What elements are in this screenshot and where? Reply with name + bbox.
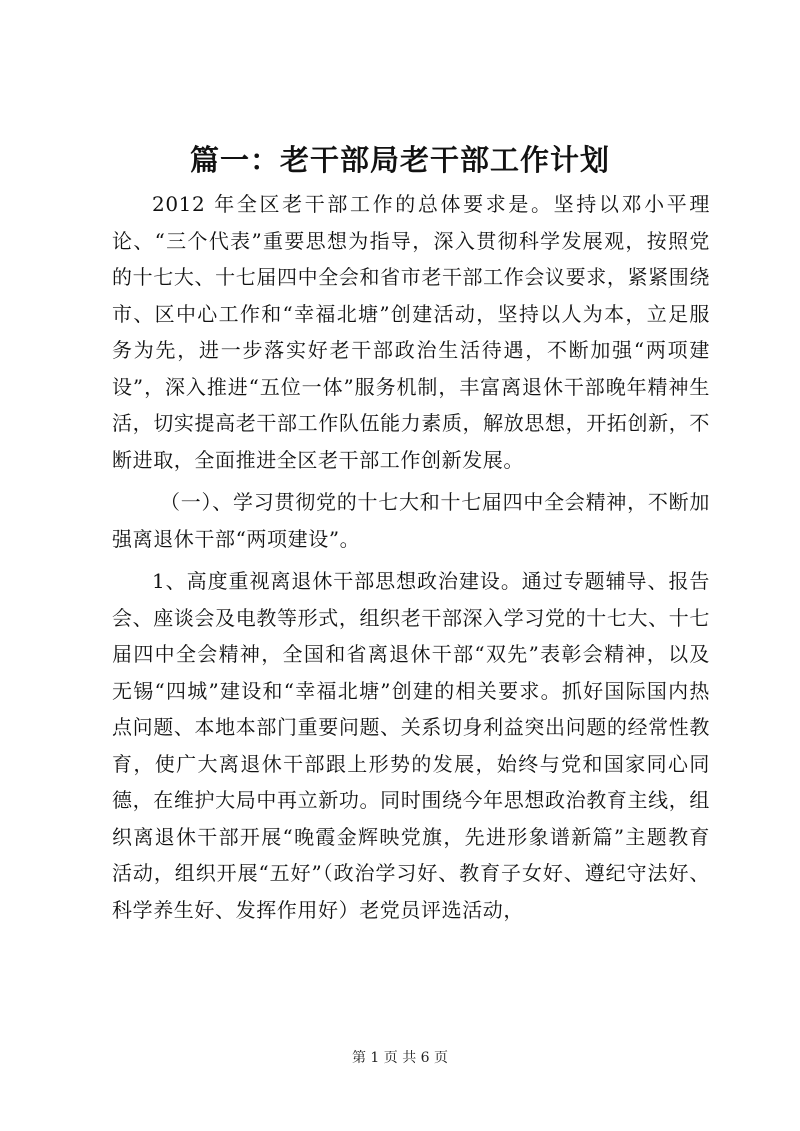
section-heading-one: （一）、学习贯彻党的十七大和十七届四中全会精神，不断加强离退休干部“两项建设”。 — [112, 490, 710, 551]
document-title: 篇一：老干部局老干部工作计划 — [189, 143, 610, 177]
page-footer: 第 1 页 共 6 页 — [351, 1050, 449, 1066]
paragraph-item-one: 1、高度重视离退休干部思想政治建设。通过专题辅导、报告会、座谈会及电教等形式，组织老干部深入学习党的十七大、十七届四中全会精神，全国和省离退休干部“双先”表彰会精神，以及无锡“四城”建设和“幸福北塘”创建的相关要求。抓好国际国内热点问题、本地本部门重要问题、关系切身利益突出问题的经常性教育，使广大离退休干部跟上形势的发展，始终与党和国家同心同德，在维护大局中再立新功。同时围绕今年思想政治教育主线，组织离退休干部开展“晚霞金辉映党旗，先进形象谱新篇”主题教育活动，组织开展“五好”（政治学习好、教育子女好、遵纪守法好、科学养生好、发挥作用好）老党员评选活动， — [112, 569, 710, 922]
paragraph-overall-requirements: 2012 年全区老干部工作的总体要求是。坚持以邓小平理论、“三个代表”重要思想为指导，深入贯彻科学发展观，按照党的十七大、十七届四中全会和省市老干部工作会议要求，紧紧围绕市、区中心工作和“幸福北塘”创建活动，坚持以人为本，立足服务为先，进一步落实好老干部政治生活待遇，不断加强“两项建设”，深入推进“五位一体”服务机制，丰富离退休干部晚年精神生活，切实提高老干部工作队伍能力素质，解放思想，开拓创新，不断进取，全面推进全区老干部工作创新发展。 — [112, 192, 710, 472]
document-body — [112, 186, 710, 928]
